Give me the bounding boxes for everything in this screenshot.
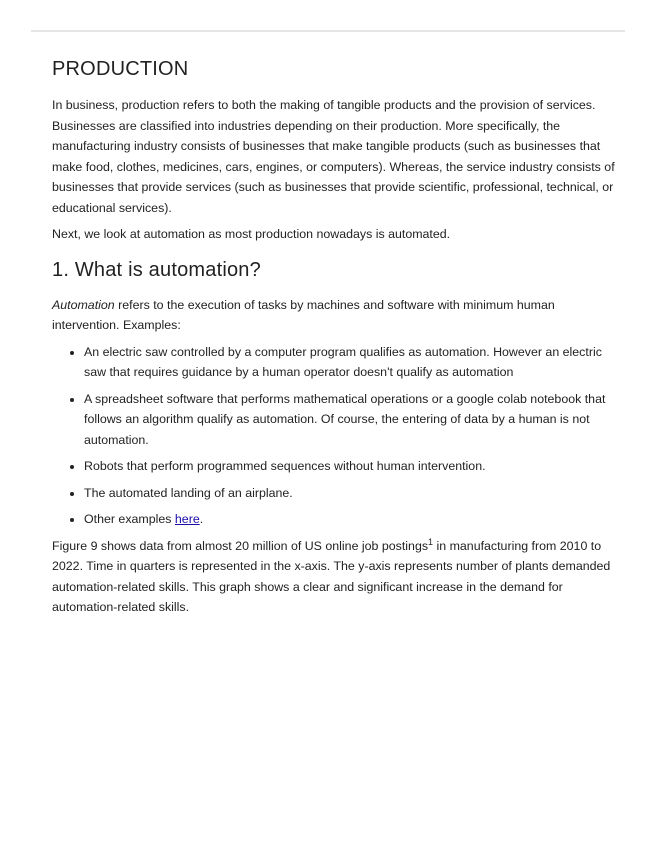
list-item-other-examples — [84, 509, 624, 530]
section-heading-automation: 1. What is automation? — [52, 258, 261, 281]
other-examples-prefix: Other examples — [84, 512, 175, 526]
automation-definition-text: refers to the execution of tasks by machines and software with minimum human intervention. Examples: — [52, 297, 555, 332]
top-divider — [31, 30, 625, 32]
list-item: • Robots that perform programmed sequences without human intervention. — [84, 456, 624, 477]
intro-paragraph: In business, production refers to both the making of tangible products and the provision of services. Businesses are classified into industries depending on their production. More specifically, the manufacturing industry consists of businesses that make tangible products (such as businesses that make food, clothes, medicines, cars, engines, or computers). Whereas, the service industry consists of businesses that provide services (such as businesses that provide scientific, professional, technical, or educational services). — [52, 98, 615, 215]
automation-definition-paragraph — [52, 295, 624, 336]
figure-text-part1: Figure 9 shows data from almost 20 million of US online job postings — [52, 538, 429, 553]
list-item: • The automated landing of an airplane. — [84, 483, 624, 504]
footnote-marker[interactable]: 1 — [428, 536, 434, 547]
automation-term: Automation — [52, 297, 115, 312]
page-title: PRODUCTION — [52, 58, 189, 80]
here-link[interactable]: here — [174, 512, 200, 526]
figure-text-part2: in manufacturing from 2010 to 2022. Time in quarters is represented in the x-axis. The y-axis represents number of plants demanded automation-related skills. This graph shows a clear and significant increase in the demand for automation-related skills. — [52, 538, 611, 614]
figure-description-paragraph — [52, 536, 624, 618]
other-examples-suffix: . — [199, 512, 204, 526]
document-body — [52, 58, 624, 624]
examples-list — [52, 342, 624, 530]
list-item: • An electric saw controlled by a computer program qualifies as automation. However an electric saw that requires guidance by a human operator doesn't qualify as automation — [84, 342, 624, 383]
next-paragraph: Next, we look at automation as most production nowadays is automated. — [52, 227, 451, 241]
list-item: • A spreadsheet software that performs mathematical operations or a google colab notebook that follows an algorithm qualify as automation. Of course, the entering of data by a human is not automation. — [84, 389, 624, 451]
